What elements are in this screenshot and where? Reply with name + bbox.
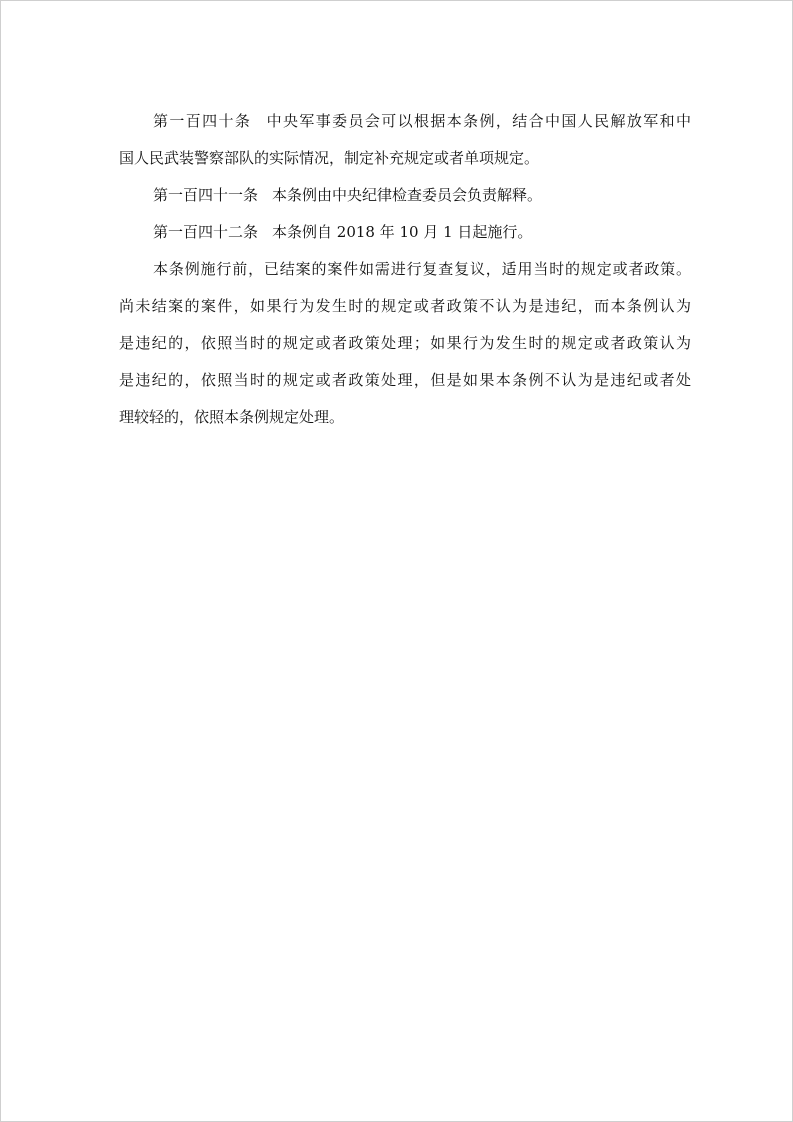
article-140-text-1: 中央军事委员会可以根据本条例，结合中国人民解放军和中 xyxy=(265,112,691,130)
document-body xyxy=(119,103,691,436)
transition-line-4: 是违纪的，依照当时的规定或者政策处理，但是如果本条例不认为是违纪或者处 xyxy=(119,371,691,389)
article-142-text: 本条例自 2018 年 10 月 1 日起施行。 xyxy=(272,223,533,241)
article-140-line-1 xyxy=(119,103,691,140)
article-142-number: 第一百四十二条 xyxy=(153,223,259,241)
article-142-line xyxy=(119,214,691,251)
article-140 xyxy=(119,103,691,177)
article-140-line-2: 国人民武装警察部队的实际情况，制定补充规定或者单项规定。 xyxy=(119,149,540,167)
article-142 xyxy=(119,214,691,251)
transition-line-2: 尚未结案的案件，如果行为发生时的规定或者政策不认为是违纪，而本条例认为 xyxy=(119,297,691,315)
transition-line-3: 是违纪的，依照当时的规定或者政策处理；如果行为发生时的规定或者政策认为 xyxy=(119,334,691,352)
transition-line-5: 理较轻的，依照本条例规定处理。 xyxy=(119,408,345,426)
article-140-number: 第一百四十条 xyxy=(153,112,252,130)
article-141-number: 第一百四十一条 xyxy=(153,186,259,204)
transition-line-1: 本条例施行前，已结案的案件如需进行复查复议，适用当时的规定或者政策。 xyxy=(153,260,691,278)
article-141-line xyxy=(119,177,691,214)
article-141 xyxy=(119,177,691,214)
transition-paragraph xyxy=(119,251,691,436)
article-141-text: 本条例由中央纪律检查委员会负责解释。 xyxy=(272,186,543,204)
